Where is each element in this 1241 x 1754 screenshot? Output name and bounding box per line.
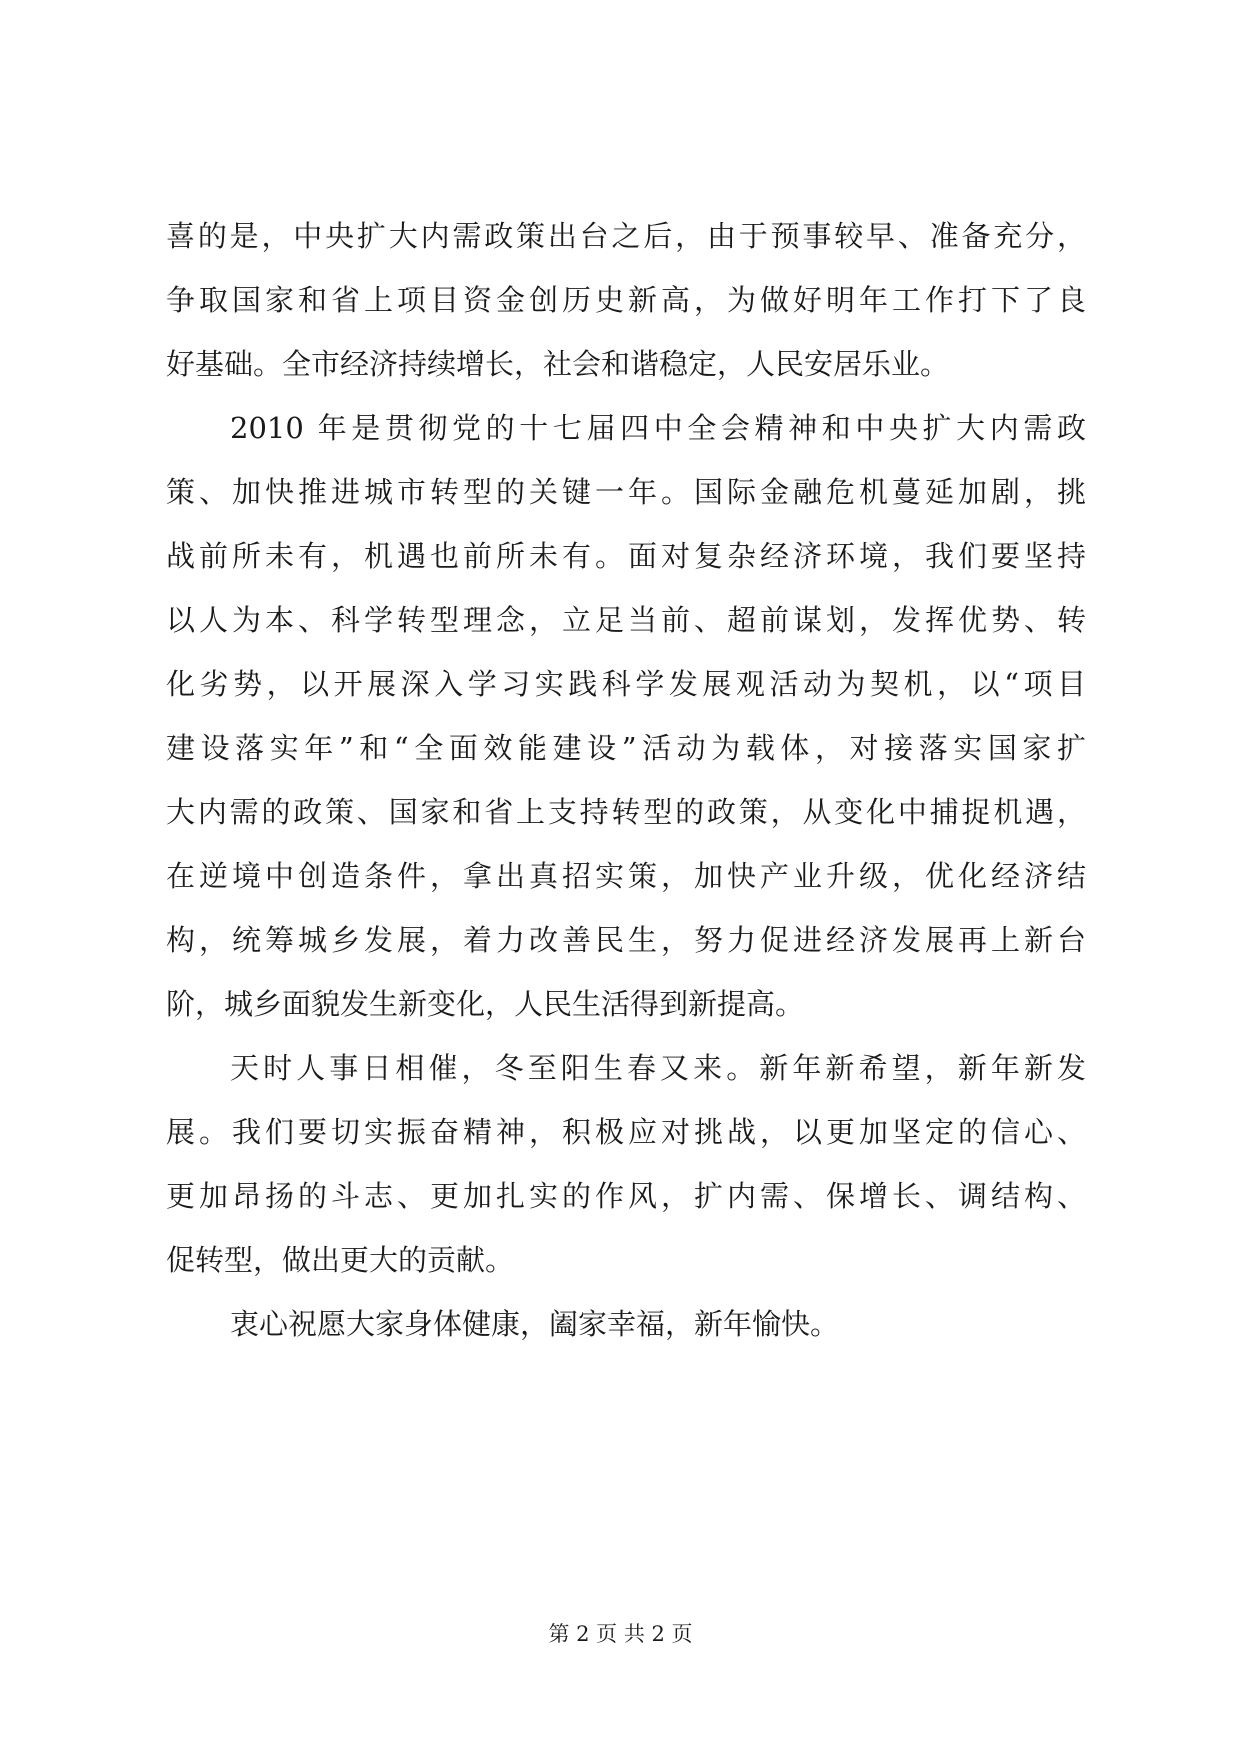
paragraph-line: 2010 年是贯彻党的十七届四中全会精神和中央扩大内需政 xyxy=(230,411,1086,445)
paragraph-line: 策、加快推进城市转型的关键一年。国际金融危机蔓延加剧，挑 xyxy=(166,475,1086,509)
paragraph-line: 好基础。全市经济持续增长，社会和谐稳定，人民安居乐业。 xyxy=(166,347,950,381)
document-body xyxy=(166,204,1086,1356)
paragraph-line: 大内需的政策、国家和省上支持转型的政策，从变化中捕捉机遇， xyxy=(166,795,1086,829)
paragraph-line: 建设落实年”和“全面效能建设”活动为载体，对接落实国家扩 xyxy=(166,731,1086,765)
paragraph-line: 争取国家和省上项目资金创历史新高，为做好明年工作打下了良 xyxy=(166,283,1086,317)
paragraph-line: 构，统筹城乡发展，着力改善民生，努力促进经济发展再上新台 xyxy=(166,923,1086,957)
paragraph-line: 展。我们要切实振奋精神，积极应对挑战，以更加坚定的信心、 xyxy=(166,1115,1086,1149)
page-number-footer: 第 2 页 共 2 页 xyxy=(548,1622,693,1646)
paragraph-line: 喜的是，中央扩大内需政策出台之后，由于预事较早、准备充分， xyxy=(166,219,1086,253)
paragraph-line: 促转型，做出更大的贡献。 xyxy=(166,1243,515,1277)
paragraph-line: 战前所未有，机遇也前所未有。面对复杂经济环境，我们要坚持 xyxy=(166,539,1086,573)
paragraph-line: 更加昂扬的斗志、更加扎实的作风，扩内需、保增长、调结构、 xyxy=(166,1179,1086,1213)
paragraph-line: 阶，城乡面貌发生新变化，人民生活得到新提高。 xyxy=(166,987,805,1021)
paragraph-line: 衷心祝愿大家身体健康，阖家幸福，新年愉快。 xyxy=(230,1307,840,1341)
paragraph-line: 化劣势，以开展深入学习实践科学发展观活动为契机，以“项目 xyxy=(166,667,1086,701)
paragraph-line: 在逆境中创造条件，拿出真招实策，加快产业升级，优化经济结 xyxy=(166,859,1086,893)
paragraph-line: 以人为本、科学转型理念，立足当前、超前谋划，发挥优势、转 xyxy=(166,603,1086,637)
paragraph-line: 天时人事日相催，冬至阳生春又来。新年新希望，新年新发 xyxy=(230,1051,1086,1085)
